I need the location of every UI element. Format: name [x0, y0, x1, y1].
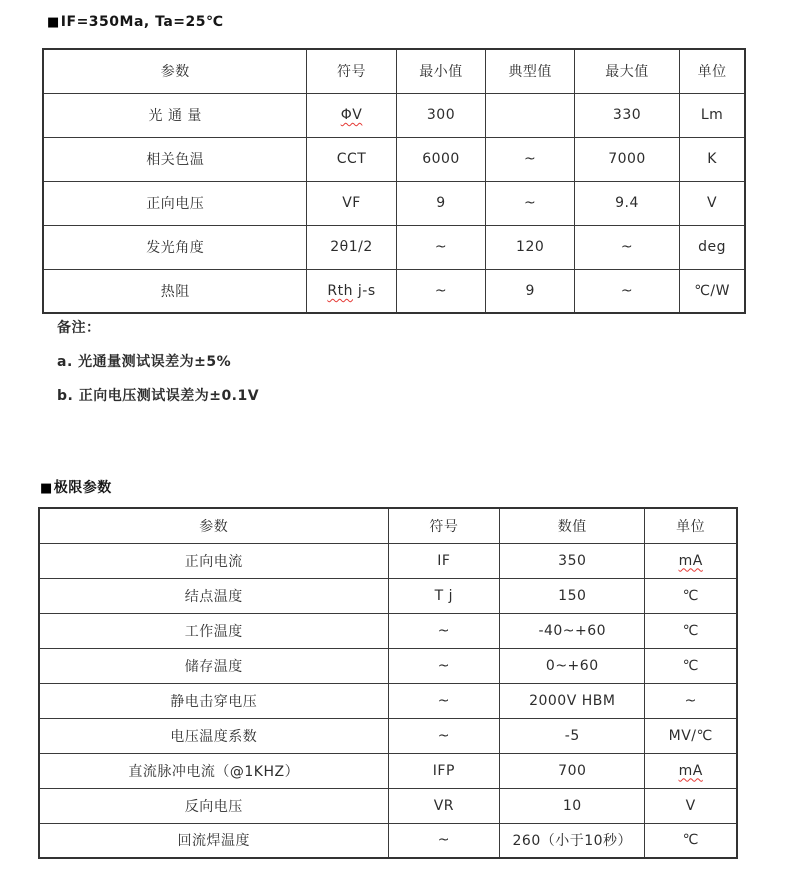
table-cell: [39, 788, 388, 823]
cell-text: ~: [437, 692, 450, 709]
table-cell: [500, 543, 645, 578]
table-cell: [574, 137, 679, 181]
table-cell: [645, 683, 737, 718]
cell-text: V: [707, 195, 718, 211]
column-header: [43, 49, 307, 93]
table-cell: [645, 543, 737, 578]
table-cell: [307, 137, 396, 181]
table-row: [39, 683, 737, 718]
table-cell: [388, 683, 500, 718]
table-cell: [39, 718, 388, 753]
cell-text: j-s: [352, 282, 376, 299]
cell-text: 300: [426, 107, 456, 123]
spellcheck-wavy-text: Rth: [327, 282, 353, 299]
cell-text: 典型值: [508, 64, 552, 81]
cell-text: 正向电压: [146, 196, 205, 212]
cell-text: 9.4: [615, 195, 639, 211]
table-cell: [500, 788, 645, 823]
header-row: [43, 49, 745, 93]
cell-text: 120: [516, 239, 545, 255]
cell-text: ℃: [682, 587, 699, 604]
section2-title: [40, 477, 112, 497]
column-header: [500, 508, 645, 543]
spellcheck-wavy-text: ΦV: [340, 107, 363, 123]
table-cell: [307, 269, 396, 313]
cell-text: Lm: [700, 107, 724, 123]
notes-title: 备注：: [57, 320, 101, 336]
cell-text: ℃: [682, 657, 699, 674]
cell-text: 符号: [337, 64, 367, 81]
table-cell: [388, 578, 500, 613]
table-cell: [43, 137, 307, 181]
table-cell: [645, 648, 737, 683]
optical-electrical-table: [42, 48, 746, 314]
cell-text: ~: [437, 727, 450, 744]
table-cell: [645, 718, 737, 753]
cell-text: 150: [558, 587, 587, 604]
column-header: [39, 508, 388, 543]
table-cell: [43, 269, 307, 313]
notes-block: [57, 319, 259, 421]
cell-text: 正向电流: [184, 553, 243, 570]
cell-text: ~: [684, 692, 697, 709]
table-cell: [43, 181, 307, 225]
table-cell: [307, 181, 396, 225]
table-cell: [388, 648, 500, 683]
table-cell: [680, 137, 745, 181]
section1-title-text: IF=350Ma, Ta=25℃: [60, 14, 224, 30]
table-cell: [645, 578, 737, 613]
table-cell: [574, 181, 679, 225]
table-cell: [645, 613, 737, 648]
table-cell: [645, 823, 737, 858]
cell-text: ~: [437, 657, 450, 674]
cell-text: IFP: [432, 762, 455, 779]
black-square-bullet-icon: ■: [40, 481, 53, 496]
cell-text: 单位: [676, 518, 706, 535]
table-cell: [39, 578, 388, 613]
cell-text: 单位: [697, 64, 727, 81]
cell-text: ℃/W: [694, 282, 730, 299]
table-cell: [39, 753, 388, 788]
table-cell: [486, 181, 574, 225]
cell-text: 静电击穿电压: [170, 693, 258, 710]
table-row: [39, 543, 737, 578]
table-row: [39, 648, 737, 683]
spellcheck-wavy-text: mA: [678, 762, 703, 779]
table-cell: [500, 718, 645, 753]
cell-text: 储存温度: [184, 658, 243, 675]
table-row: [39, 613, 737, 648]
cell-text: 330: [612, 107, 642, 123]
cell-text: 工作温度: [184, 623, 243, 640]
table-row: [43, 181, 745, 225]
table-row: [43, 93, 745, 137]
table-cell: [388, 788, 500, 823]
table-cell: [680, 93, 745, 137]
table-cell: [500, 613, 645, 648]
cell-text: 最大值: [605, 64, 649, 81]
cell-text: VF: [342, 195, 361, 211]
section1-title: [47, 14, 223, 30]
cell-text: ℃: [682, 832, 699, 849]
table-cell: [645, 753, 737, 788]
table-cell: [574, 225, 679, 269]
table-row: [39, 718, 737, 753]
column-header: [388, 508, 500, 543]
table-cell: [486, 225, 574, 269]
black-square-bullet-icon: ■: [47, 15, 60, 30]
cell-text: 260（小于10秒）: [512, 833, 633, 850]
table-row: [39, 578, 737, 613]
cell-text: 700: [558, 762, 587, 779]
table-cell: [574, 93, 679, 137]
section2-title-text: 极限参数: [53, 480, 112, 496]
cell-text: 6000: [422, 151, 460, 167]
cell-text: T j: [434, 587, 454, 604]
table-row: [39, 788, 737, 823]
cell-text: 最小值: [419, 64, 463, 81]
cell-text: 350: [558, 552, 587, 569]
table-cell: [388, 753, 500, 788]
table-cell: [307, 225, 396, 269]
spellcheck-wavy-text: mA: [678, 552, 703, 569]
table-cell: [39, 823, 388, 858]
table-cell: [43, 225, 307, 269]
cell-text: 回流焊温度: [177, 833, 250, 850]
table-cell: [396, 225, 486, 269]
table-cell: [486, 269, 574, 313]
table-cell: [388, 823, 500, 858]
table-cell: [680, 269, 745, 313]
cell-text: 反向电压: [184, 798, 243, 815]
table-row: [43, 137, 745, 181]
column-header: [307, 49, 396, 93]
cell-text: IF: [437, 552, 451, 569]
table-cell: [396, 93, 486, 137]
column-header: [486, 49, 574, 93]
table-cell: [680, 225, 745, 269]
table-cell: [396, 181, 486, 225]
cell-text: 10: [562, 797, 582, 814]
cell-text: ~: [524, 151, 537, 167]
table-cell: [388, 613, 500, 648]
table-cell: [39, 648, 388, 683]
cell-text: 直流脉冲电流（@1KHZ）: [128, 763, 300, 780]
header-row: [39, 508, 737, 543]
table-cell: [388, 718, 500, 753]
table-cell: [396, 137, 486, 181]
column-header: [645, 508, 737, 543]
cell-text: 2θ1/2: [330, 239, 373, 255]
cell-text: ~: [434, 282, 448, 299]
cell-text: ~: [524, 195, 537, 211]
table-cell: [39, 683, 388, 718]
column-header: [574, 49, 679, 93]
limit-parameters-table: [38, 507, 738, 859]
table-cell: [39, 613, 388, 648]
cell-text: 电压温度系数: [170, 728, 258, 745]
table-row: [43, 269, 745, 313]
cell-text: CCT: [336, 151, 367, 167]
cell-text: 数值: [557, 518, 587, 535]
cell-text: ~: [437, 832, 450, 849]
table-cell: [500, 648, 645, 683]
note-a: a. 光通量测试误差为±5%: [57, 354, 232, 370]
cell-text: VR: [433, 797, 454, 814]
cell-text: 发光角度: [146, 240, 205, 256]
cell-text: 参数: [160, 64, 190, 81]
cell-text: 热阻: [160, 283, 190, 300]
cell-text: 9: [436, 195, 446, 211]
cell-text: -40~+60: [538, 622, 607, 639]
cell-text: 2000V HBM: [529, 692, 616, 709]
cell-text: 参数: [199, 518, 229, 535]
table-cell: [486, 93, 574, 137]
table-cell: [39, 543, 388, 578]
table-cell: [396, 269, 486, 313]
cell-text: ~: [437, 622, 450, 639]
cell-text: 7000: [608, 151, 646, 167]
column-header: [680, 49, 745, 93]
cell-text: 光 通 量: [148, 108, 202, 124]
cell-text: 结点温度: [184, 588, 243, 605]
cell-text: ~: [620, 239, 634, 255]
cell-text: deg: [698, 239, 727, 255]
table-cell: [645, 788, 737, 823]
note-b: b. 正向电压测试误差为±0.1V: [57, 388, 260, 404]
table-cell: [486, 137, 574, 181]
cell-text: 9: [525, 282, 535, 299]
table-row: [43, 225, 745, 269]
table-cell: [500, 753, 645, 788]
table-cell: [500, 823, 645, 858]
table-cell: [43, 93, 307, 137]
cell-text: 相关色温: [146, 152, 205, 168]
cell-text: ~: [434, 239, 448, 255]
cell-text: K: [707, 151, 717, 167]
table-cell: [388, 543, 500, 578]
cell-text: ~: [620, 282, 634, 299]
table-row: [39, 753, 737, 788]
table-cell: [680, 181, 745, 225]
column-header: [396, 49, 486, 93]
table-row: [39, 823, 737, 858]
table-cell: [307, 93, 396, 137]
cell-text: 符号: [429, 518, 459, 535]
cell-text: -5: [564, 727, 580, 744]
cell-text: ℃: [682, 622, 699, 639]
cell-text: MV/℃: [668, 727, 713, 744]
table-cell: [574, 269, 679, 313]
cell-text: V: [685, 797, 696, 814]
cell-text: 0~+60: [545, 657, 599, 674]
table-cell: [500, 683, 645, 718]
table-cell: [500, 578, 645, 613]
